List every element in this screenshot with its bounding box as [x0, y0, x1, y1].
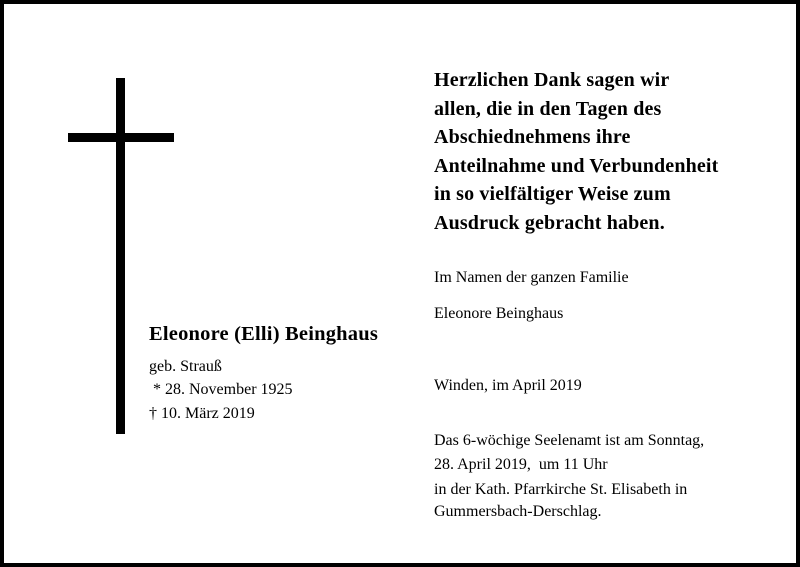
place-date: Winden, im April 2019 — [434, 377, 582, 394]
deceased-name: Eleonore (Elli) Beinghaus — [149, 323, 379, 345]
service-line: Das 6-wöchige Seelenamt ist am Sonntag, — [434, 432, 705, 449]
service-line: Gummersbach-Derschlag. — [434, 503, 602, 520]
birth-name: geb. Strauß — [149, 358, 222, 375]
thanks-line: in so vielfältiger Weise zum — [434, 183, 671, 205]
service-line: 28. April 2019, um 11 Uhr — [434, 456, 608, 473]
thanks-line: Anteilnahme und Verbundenheit — [434, 154, 719, 177]
thanks-text — [434, 66, 718, 237]
death-date: † 10. März 2019 — [149, 405, 255, 422]
family-signer: Eleonore Beinghaus — [434, 305, 564, 322]
thanks-line: Herzlichen Dank sagen wir — [434, 69, 670, 91]
thanks-line: Abschiednehmens ihre — [434, 126, 631, 148]
thanks-line: Ausdruck gebracht haben. — [434, 211, 665, 234]
service-line: in der Kath. Pfarrkirche St. Elisabeth in — [434, 481, 688, 498]
cross-icon-crossbar — [68, 133, 174, 142]
cross-icon — [116, 78, 125, 434]
birth-date: * 28. November 1925 — [149, 381, 293, 398]
family-on-behalf: Im Namen der ganzen Familie — [434, 269, 629, 286]
thanks-line: allen, die in den Tagen des — [434, 97, 662, 120]
